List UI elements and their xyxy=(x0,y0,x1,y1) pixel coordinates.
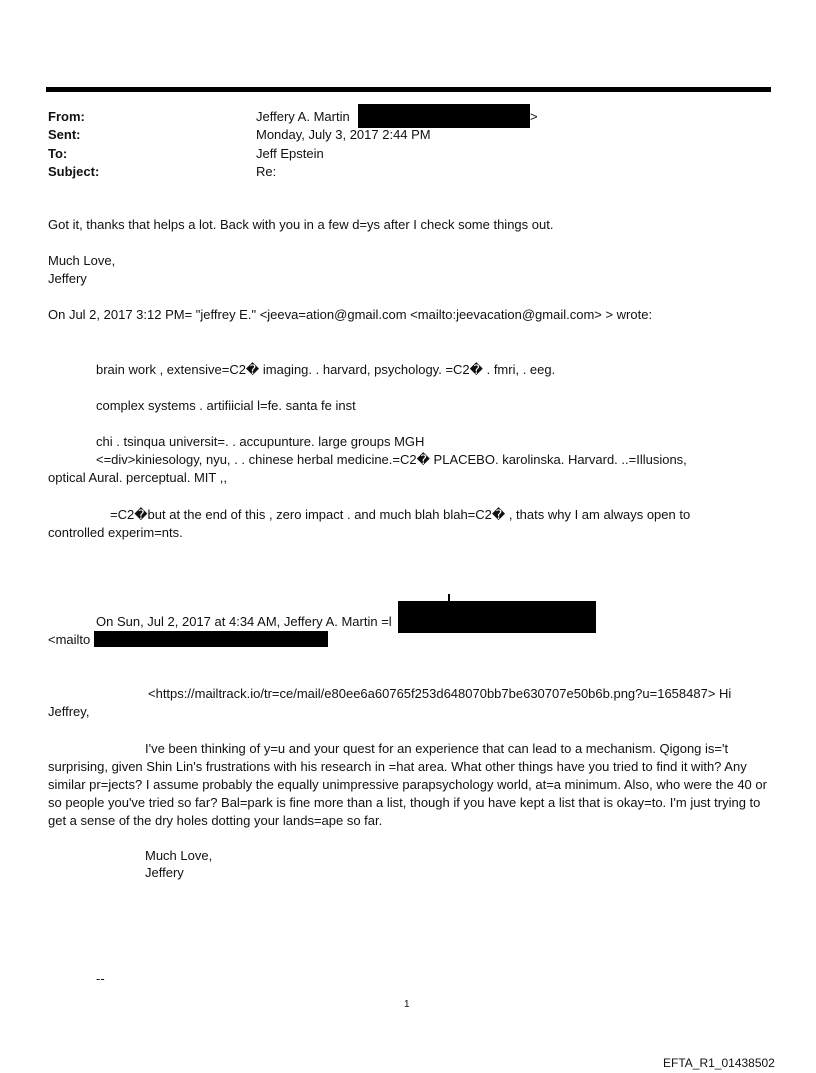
signature-name-1: Jeffery xyxy=(48,271,87,286)
subject-value: Re: xyxy=(256,164,277,179)
nested-intro-line-b: <mailto xyxy=(48,632,91,647)
sent-label: Sent: xyxy=(48,127,81,142)
to-label: To: xyxy=(48,146,68,161)
signoff-1: Much Love, xyxy=(48,253,116,268)
quote-intro: On Jul 2, 2017 3:12 PM= "jeffrey E." <jeeva=ation@gmail.com <mailto:jeevacation@gmail.com> > wrote: xyxy=(48,307,653,322)
nested-intro-line-a: On Sun, Jul 2, 2017 at 4:34 AM, Jeffery A. Martin =l xyxy=(96,614,392,629)
greeting-line: Jeffrey, xyxy=(48,704,90,719)
reply-line: Got it, thanks that helps a lot. Back with you in a few d=ys after I check some things out. xyxy=(48,217,554,232)
signature-dash: -- xyxy=(96,971,105,986)
quote-line-3c: optical Aural. perceptual. MIT ,, xyxy=(48,470,227,485)
nested-body-paragraph: I've been thinking of y=u and your quest for an experience that can lead to a mechanism. Qigong is='t surprising, given Shin Lin's frustrations with his research in =hat area. What other things have you tried to find it with? Any similar pr=jects? I assume probably the equally unimpressive parapsychology world, at=a minimum. Also, who were the 40 or so people you've tried so far? Bal=park is fine more than a list, though if you have kept a list that is okay=to. I'm just trying to get a sense of the dry holes dotting your lands=ape so far. xyxy=(48,741,767,828)
quote-line-4b: controlled experim=nts. xyxy=(48,525,183,540)
redaction-nested-email xyxy=(398,601,596,633)
page-number: 1 xyxy=(404,999,410,1010)
to-value: Jeff Epstein xyxy=(256,146,324,161)
from-bracket: > xyxy=(530,109,538,124)
header-rule xyxy=(46,87,771,92)
signature-name-2: Jeffery xyxy=(145,865,184,880)
quote-line-3a: chi . tsinqua universit=. . accupunture. large groups MGH xyxy=(96,434,425,449)
sent-value: Monday, July 3, 2017 2:44 PM xyxy=(256,127,431,142)
from-value: Jeffery A. Martin xyxy=(256,109,350,124)
redaction-nested-mailto xyxy=(94,631,328,647)
from-label: From: xyxy=(48,109,85,124)
quote-line-2: complex systems . artifiicial l=fe. santa fe inst xyxy=(96,398,356,413)
redaction-from-email xyxy=(358,104,530,128)
subject-label: Subject: xyxy=(48,164,100,179)
signoff-2: Much Love, xyxy=(145,848,213,863)
quote-line-3b: <=div>kiniesology, nyu, . . chinese herbal medicine.=C2� PLACEBO. karolinska. Harvard. ..=Illusions, xyxy=(96,452,687,467)
quote-line-4a: =C2�but at the end of this , zero impact . and much blah blah=C2� , thats why I am always open to xyxy=(110,507,691,522)
document-id: EFTA_R1_01438502 xyxy=(663,1056,775,1070)
tracker-link-line: <https://mailtrack.io/tr=ce/mail/e80ee6a60765f253d648070bb7be630707e50b6b.png?u=1658487> Hi xyxy=(148,686,732,701)
quote-line-1: brain work , extensive=C2� imaging. . harvard, psychology. =C2� . fmri, . eeg. xyxy=(96,362,556,377)
